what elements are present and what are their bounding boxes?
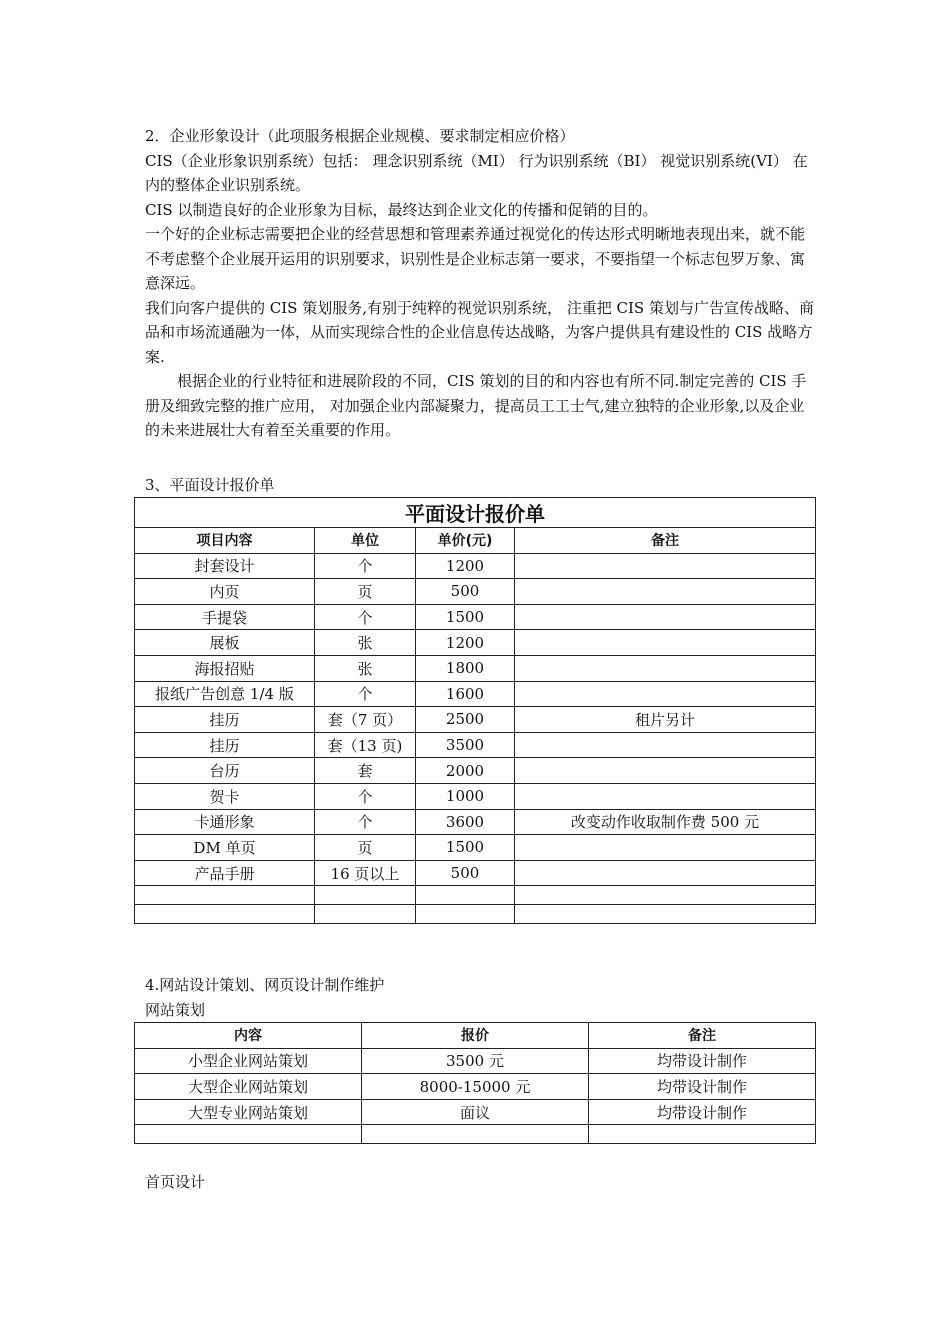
cell-unit: 页 (315, 579, 416, 605)
paragraph-cis-definition: CIS（企业形象识别系统）包括： 理念识别系统（MI） 行为识别系统（BI） 视觉识别系统(VI） 在内的整体企业识别系统。 (145, 151, 808, 194)
cell-note (515, 860, 816, 886)
table-row (135, 604, 816, 630)
cell-price: 1000 (416, 783, 515, 809)
cell-price: 2500 (416, 707, 515, 733)
cell-note (515, 783, 816, 809)
cell-price: 1200 (416, 553, 515, 579)
homepage-design-heading: 首页设计 (145, 1173, 206, 1191)
cell-price: 500 (416, 860, 515, 886)
column-header-item: 项目内容 (135, 528, 315, 554)
cell-note: 改变动作收取制作费 500 元 (515, 809, 816, 835)
cell-unit: 个 (315, 604, 416, 630)
cell-item: 卡通形象 (135, 809, 315, 835)
table-row (135, 1074, 816, 1100)
table-row (135, 553, 816, 579)
empty-row (135, 1125, 816, 1144)
cell-quote: 3500 元 (362, 1048, 589, 1074)
graphic-design-price-table (134, 497, 816, 924)
cell-item: 报纸广告创意 1/4 版 (135, 681, 315, 707)
cell-price: 1200 (416, 630, 515, 656)
cell-note (515, 655, 816, 681)
cell-note (515, 835, 816, 861)
cell-content: 小型企业网站策划 (135, 1048, 362, 1074)
column-header-content: 内容 (135, 1023, 362, 1049)
cell-quote: 面议 (362, 1099, 589, 1125)
cell-unit: 套（7 页） (315, 707, 416, 733)
table-row (135, 707, 816, 733)
table-row (135, 758, 816, 784)
table-row (135, 732, 816, 758)
paragraph-cis-goal: CIS 以制造良好的企业形象为目标，最终达到企业文化的传播和促销的目的。 (145, 200, 658, 219)
cell-price: 1500 (416, 835, 515, 861)
cell-note (515, 732, 816, 758)
section-2-heading: 2．企业形象设计（此项服务根据企业规模、要求制定相应价格） (145, 127, 575, 145)
paragraph-service: 我们向客户提供的 CIS 策划服务,有别于纯粹的视觉识别系统， 注重把 CIS 策划与广告宣传战略、商品和市场流通融为一体，从而实现综合性的企业信息传达战略，为客户提供具有建设性的 CIS 战略方案. (145, 298, 814, 366)
cell-price: 2000 (416, 758, 515, 784)
cell-unit: 张 (315, 630, 416, 656)
cell-item: 产品手册 (135, 860, 315, 886)
cell-price: 1600 (416, 681, 515, 707)
paragraph-logo: 一个好的企业标志需要把企业的经营思想和管理素养通过视觉化的传达形式明晰地表现出来，就不能不考虑整个企业展开运用的识别要求，识别性是企业标志第一要求，不要指望一个标志包罗万象、寓意深远。 (145, 225, 806, 292)
website-planning-table (134, 1022, 816, 1144)
cell-price: 3600 (416, 809, 515, 835)
cell-note (515, 630, 816, 656)
cell-note (515, 553, 816, 579)
table-row (135, 681, 816, 707)
table-row (135, 835, 816, 861)
section-4-subheading: 网站策划 (145, 1000, 206, 1019)
cell-item: 封套设计 (135, 553, 315, 579)
cell-unit: 个 (315, 809, 416, 835)
table-row (135, 809, 816, 835)
cell-note: 均带设计制作 (589, 1048, 816, 1074)
cell-content: 大型企业网站策划 (135, 1074, 362, 1100)
cell-item: 挂历 (135, 707, 315, 733)
cell-unit: 页 (315, 835, 416, 861)
table-row (135, 783, 816, 809)
table-row (135, 655, 816, 681)
cell-item: DM 单页 (135, 835, 315, 861)
cell-note (515, 579, 816, 605)
empty-row (135, 905, 816, 924)
empty-row (135, 886, 816, 905)
section-4-heading: 4.网站设计策划、网页设计制作维护 (145, 976, 385, 994)
cell-price: 500 (416, 579, 515, 605)
cell-item: 展板 (135, 630, 315, 656)
cell-quote: 8000-15000 元 (362, 1074, 589, 1100)
cell-price: 1500 (416, 604, 515, 630)
cell-unit: 个 (315, 553, 416, 579)
cell-item: 台历 (135, 758, 315, 784)
cell-price: 3500 (416, 732, 515, 758)
cell-item: 海报招贴 (135, 655, 315, 681)
section-3-heading: 3、平面设计报价单 (145, 476, 275, 494)
cell-item: 挂历 (135, 732, 315, 758)
cell-unit: 个 (315, 783, 416, 809)
cell-note: 租片另计 (515, 707, 816, 733)
table-row (135, 1099, 816, 1125)
cell-note (515, 681, 816, 707)
column-header-price: 单价(元) (416, 528, 515, 554)
table-row (135, 630, 816, 656)
cell-item: 贺卡 (135, 783, 315, 809)
section-4 (145, 973, 815, 1022)
section-2 (145, 124, 815, 443)
cell-unit: 个 (315, 681, 416, 707)
table-row (135, 1048, 816, 1074)
cell-unit: 张 (315, 655, 416, 681)
table-row (135, 579, 816, 605)
cell-note (515, 758, 816, 784)
cell-note: 均带设计制作 (589, 1074, 816, 1100)
cell-note (515, 604, 816, 630)
column-header-note: 备注 (589, 1023, 816, 1049)
cell-unit: 套（13 页) (315, 732, 416, 758)
column-header-note: 备注 (515, 528, 816, 554)
table-row (135, 860, 816, 886)
paragraph-industry: 根据企业的行业特征和进展阶段的不同，CIS 策划的目的和内容也有所不同.制定完善的 CIS 手册及细致完整的推广应用， 对加强企业内部凝聚力，提高员工工士气,建立独特的企业形象,以及企业的未来进展壮大有着至关重要的作用。 (145, 372, 807, 439)
cell-note: 均带设计制作 (589, 1099, 816, 1125)
cell-content: 大型专业网站策划 (135, 1099, 362, 1125)
cell-unit: 16 页以上 (315, 860, 416, 886)
column-header-unit: 单位 (315, 528, 416, 554)
cell-price: 1800 (416, 655, 515, 681)
price-table-title: 平面设计报价单 (135, 498, 816, 528)
cell-item: 内页 (135, 579, 315, 605)
column-header-quote: 报价 (362, 1023, 589, 1049)
cell-unit: 套 (315, 758, 416, 784)
cell-item: 手提袋 (135, 604, 315, 630)
